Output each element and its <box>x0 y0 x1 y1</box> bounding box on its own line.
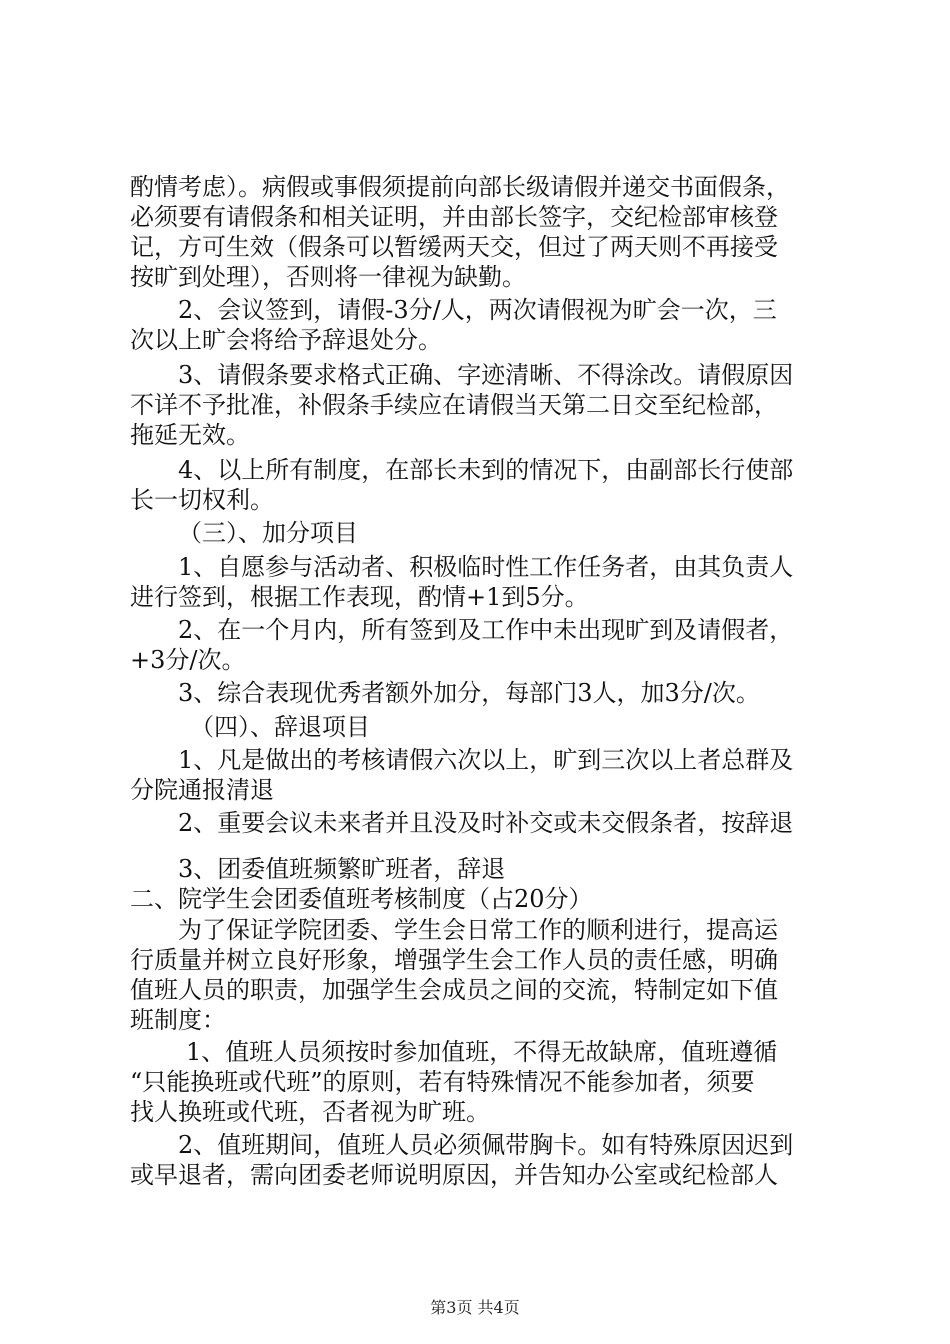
text-line: 长一切权利。 <box>130 486 274 514</box>
text-line: 2、在一个月内，所有签到及工作中未出现旷到及请假者， <box>178 616 794 644</box>
text-line: 酌情考虑）。病假或事假须提前向部长级请假并递交书面假条， <box>130 173 790 201</box>
text-line: 4、以上所有制度，在部长未到的情况下，由副部长行使部 <box>178 456 794 484</box>
text-line: 记，方可生效（假条可以暂缓两天交，但过了两天则不再接受 <box>130 233 778 261</box>
text-line: 分院通报清退 <box>130 776 274 804</box>
text-line: 1、凡是做出的考核请假六次以上，旷到三次以上者总群及 <box>178 746 794 774</box>
text-line: 2、值班期间，值班人员必须佩带胸卡。如有特殊原因迟到 <box>178 1131 794 1159</box>
text-line: 行质量并树立良好形象，增强学生会工作人员的责任感，明确 <box>130 946 778 974</box>
text-line: 2、会议签到，请假-3分/人，两次请假视为旷会一次，三 <box>178 296 777 324</box>
text-line: 1、值班人员须按时参加值班，不得无故缺席，值班遵循 <box>186 1038 778 1066</box>
text-line: 或早退者，需向团委老师说明原因，并告知办公室或纪检部人 <box>130 1161 778 1189</box>
text-line: “只能换班或代班”的原则，若有特殊情况不能参加者，须要 <box>130 1068 755 1096</box>
text-line: 3、请假条要求格式正确、字迹清晰、不得涂改。请假原因 <box>178 361 794 389</box>
text-line: 1、自愿参与活动者、积极临时性工作任务者，由其负责人 <box>178 553 794 581</box>
text-line: 值班人员的职责，加强学生会成员之间的交流，特制定如下值 <box>130 976 778 1004</box>
text-line: 不详不予批准，补假条手续应在请假当天第二日交至纪检部， <box>130 391 778 419</box>
text-line: 拖延无效。 <box>130 421 250 449</box>
text-line: 3、团委值班频繁旷班者，辞退 <box>178 855 506 883</box>
text-line: 为了保证学院团委、学生会日常工作的顺利进行，提高运 <box>178 916 778 944</box>
text-line: 找人换班或代班，否者视为旷班。 <box>130 1098 490 1126</box>
page-number-footer: 第3页 共4页 <box>430 1298 520 1317</box>
section-heading: （三）、加分项目 <box>178 519 358 547</box>
text-line: 次以上旷会将给予辞退处分。 <box>130 326 442 354</box>
text-line: 3、综合表现优秀者额外加分，每部门3人，加3分/次。 <box>178 679 760 707</box>
text-line: 按旷到处理），否则将一律视为缺勤。 <box>130 263 526 291</box>
text-line: 班制度： <box>130 1006 226 1034</box>
text-line: +3分/次。 <box>130 646 246 674</box>
section-heading: （四）、辞退项目 <box>190 713 370 741</box>
text-line: 必须要有请假条和相关证明，并由部长签字，交纪检部审核登 <box>130 203 778 231</box>
text-line: 2、重要会议未来者并且没及时补交或未交假条者，按辞退 <box>178 809 794 837</box>
text-line: 进行签到，根据工作表现，酌情+1到5分。 <box>130 583 589 611</box>
section-heading: 二、院学生会团委值班考核制度（占20分） <box>130 885 593 913</box>
